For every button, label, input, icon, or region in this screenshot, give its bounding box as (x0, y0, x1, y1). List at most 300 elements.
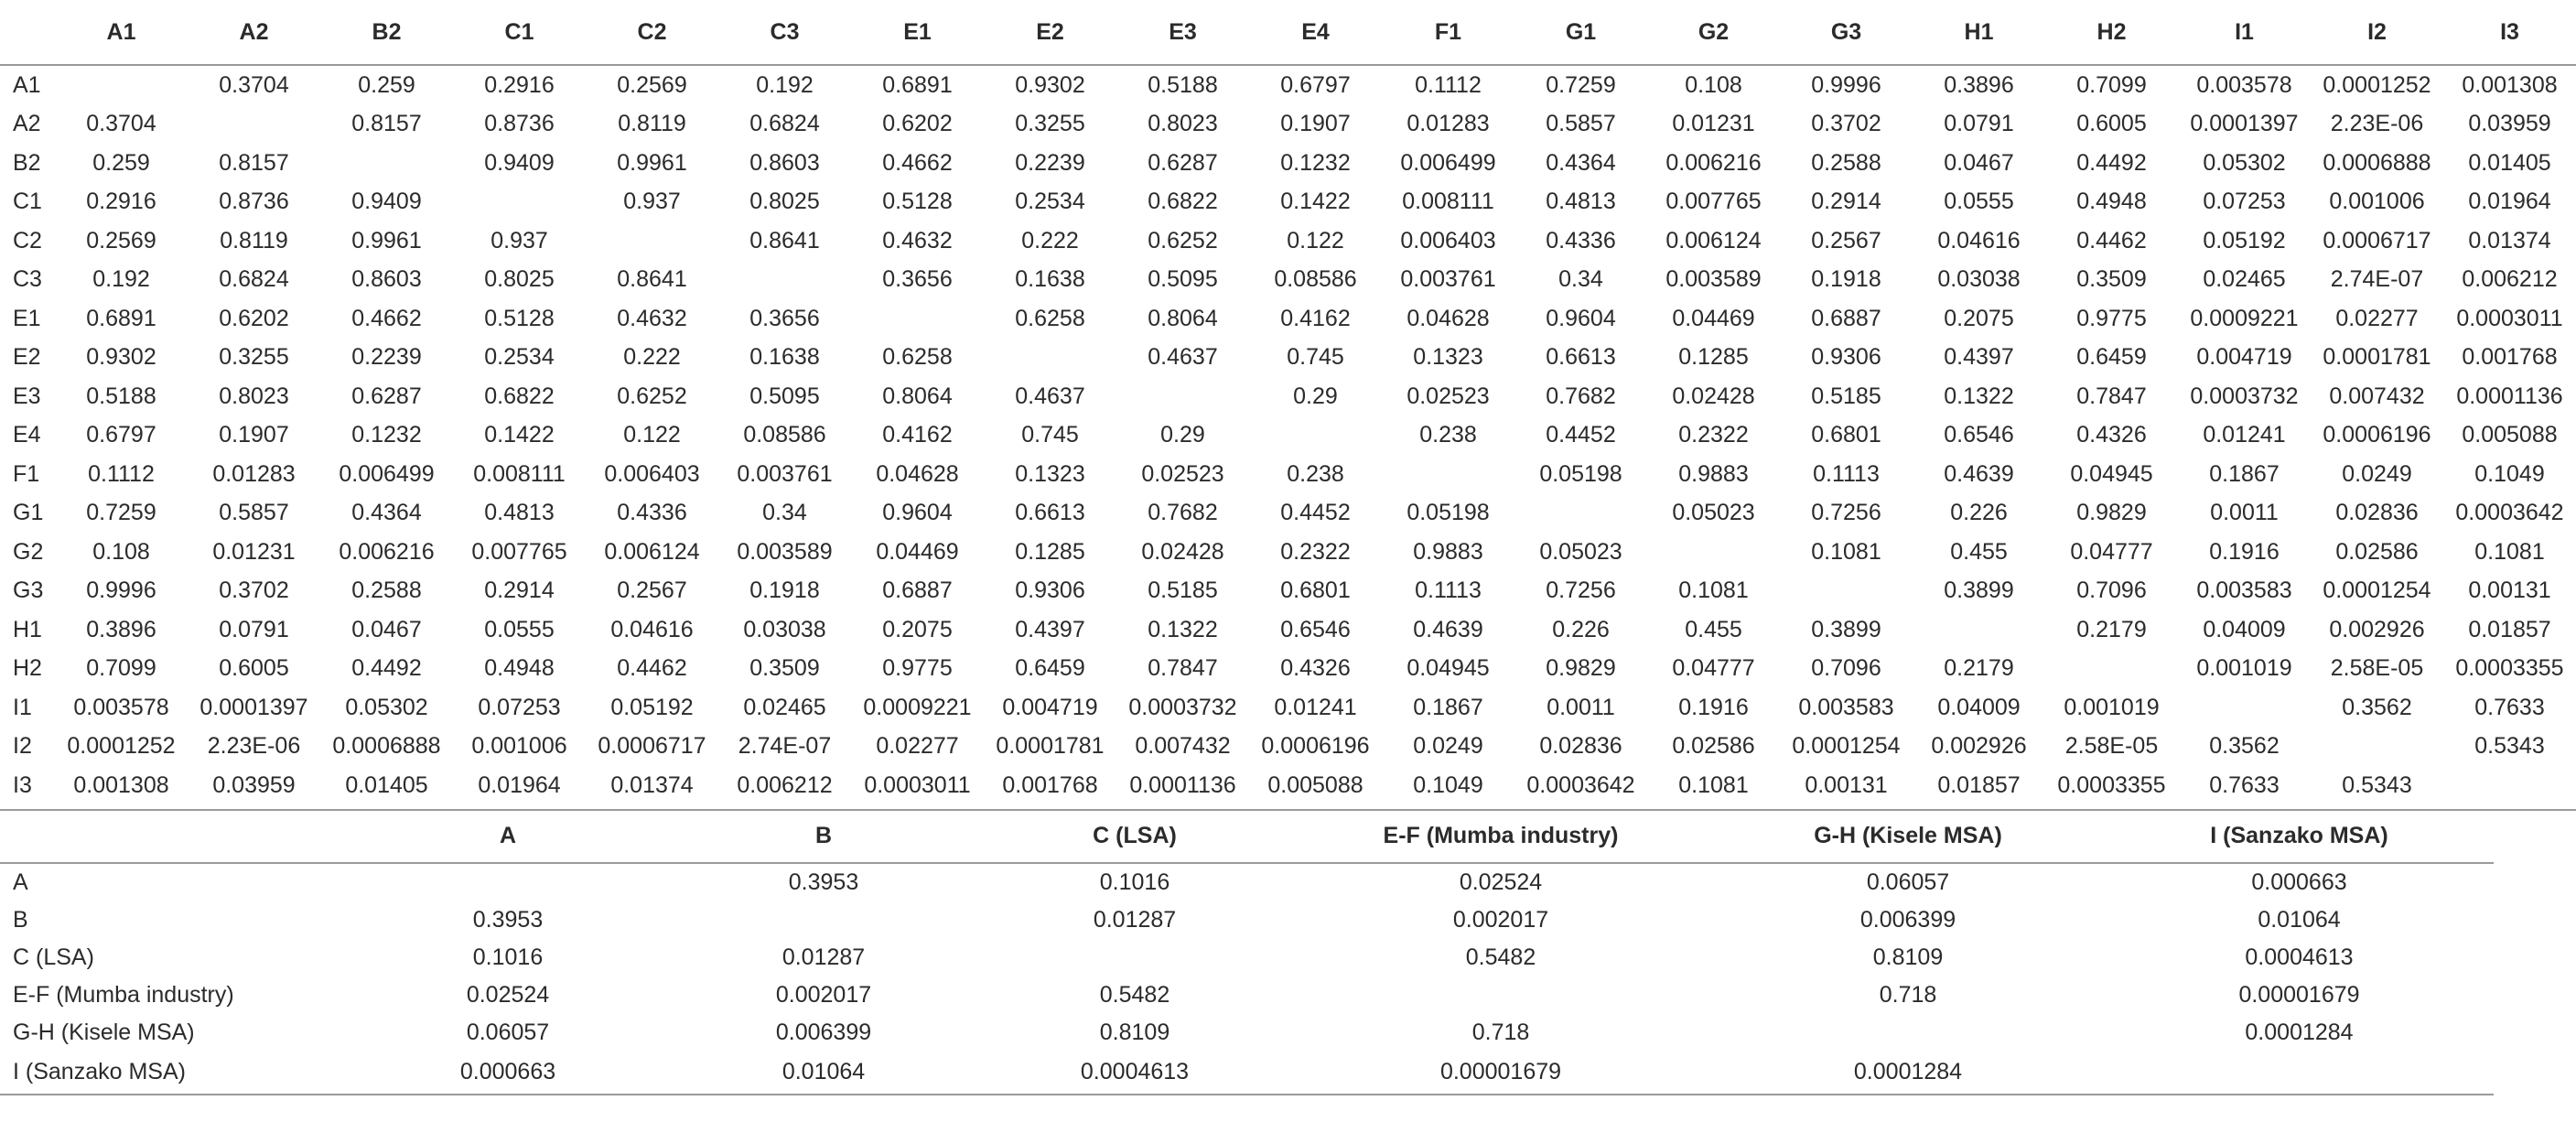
table-cell (1647, 533, 1780, 572)
table-cell: 0.2916 (484, 71, 555, 98)
table-cell: 0.6258 (882, 344, 953, 371)
row-header-cell: G3 (13, 577, 44, 604)
table-cell: 0.6287 (351, 383, 422, 409)
table-cell: 0.3562 (2342, 694, 2412, 720)
table-cell: 0.0004613 (979, 1052, 1290, 1095)
table-cell: 0.0003011 (851, 766, 984, 810)
table-cell: 0.2075 (882, 616, 953, 642)
row-header-cell: H1 (13, 616, 42, 642)
row-header-cell: I1 (13, 694, 32, 720)
table-cell: 0.0003642 (1514, 766, 1647, 810)
table-cell: 0.2567 (1811, 227, 1881, 254)
table-cell: 0.001019 (2064, 694, 2160, 720)
table-cell: 0.003761 (737, 460, 833, 487)
table-cell: 0.6005 (2076, 111, 2147, 137)
table-cell: 0.8064 (1148, 305, 1218, 331)
table-cell: 0.04469 (876, 538, 959, 565)
table-cell: 0.4948 (484, 655, 555, 682)
table-cell: 0.3509 (749, 655, 820, 682)
table-cell: 0.01405 (320, 766, 453, 810)
row-header-cell: C (LSA) (13, 944, 94, 970)
table-cell: 0.01964 (2468, 189, 2551, 215)
table-cell: 0.4639 (1944, 460, 2014, 487)
table-cell: 0.1016 (1099, 868, 1170, 895)
table-cell: 0.01374 (2468, 227, 2551, 254)
table-cell: 0.006212 (2462, 266, 2558, 293)
table-cell: 0.4364 (1546, 149, 1616, 176)
table-cell: 0.4462 (2076, 227, 2147, 254)
table-cell: 0.5188 (1148, 71, 1218, 98)
table-cell: 0.0009221 (2190, 305, 2299, 331)
table-cell (668, 901, 979, 939)
table-cell: 0.05198 (1539, 460, 1622, 487)
table-cell: 0.6252 (617, 383, 687, 409)
table-cell: 0.2569 (86, 227, 156, 254)
table-cell: 0.05192 (2203, 227, 2286, 254)
table-cell: 0.8603 (351, 266, 422, 293)
table-cell (453, 183, 586, 222)
table-cell (188, 105, 320, 145)
table-cell: 0.192 (92, 266, 150, 293)
table-cell: 0.259 (358, 71, 415, 98)
table-cell (718, 261, 851, 300)
table-cell: 0.002926 (1931, 733, 2027, 760)
table-cell: 0.1916 (2209, 538, 2280, 565)
table-cell: 0.8109 (1099, 1019, 1170, 1045)
row-header-cell: E-F (Mumba industry) (13, 981, 234, 1008)
table-cell: 0.001006 (2329, 189, 2425, 215)
table-cell: 0.02277 (876, 733, 959, 760)
table-cell: 0.5482 (1465, 944, 1536, 970)
table-cell: 0.7847 (2076, 383, 2147, 409)
table-cell (2311, 728, 2443, 767)
row-header-cell: C3 (13, 266, 42, 293)
table-cell: 0.04945 (1407, 655, 1490, 682)
table-row (0, 863, 2494, 901)
table-cell: 0.8023 (1148, 111, 1218, 137)
table-cell: 0.2567 (617, 577, 687, 604)
table-cell: 0.9604 (1546, 305, 1616, 331)
table-cell: 0.108 (1685, 71, 1742, 98)
table-row (0, 688, 2576, 728)
table-cell: 0.745 (1021, 422, 1079, 448)
table-cell: 0.03038 (1937, 266, 2021, 293)
row-header-cell: G-H (Kisele MSA) (13, 1019, 195, 1045)
table-cell: 0.0249 (2342, 460, 2412, 487)
table-cell: 0.04628 (876, 460, 959, 487)
table-cell: 0.1285 (1678, 344, 1749, 371)
table-cell: 0.2322 (1280, 538, 1351, 565)
table-cell: 0.222 (623, 344, 681, 371)
table-cell: 0.1907 (1280, 111, 1351, 137)
table-cell: 0.04009 (1937, 694, 2021, 720)
table-cell: 0.04628 (1407, 305, 1490, 331)
table-cell: 0.6459 (2076, 344, 2147, 371)
table-cell: 0.1081 (1647, 766, 1780, 810)
table-cell: 0.1322 (1944, 383, 2014, 409)
table-cell: 0.02586 (1672, 733, 1755, 760)
table-cell: 0.5095 (1148, 266, 1218, 293)
table-cell: 0.34 (762, 500, 807, 526)
table-cell: 0.004719 (1002, 694, 1098, 720)
table-cell: 0.006403 (604, 460, 700, 487)
table-cell: 0.1867 (2209, 460, 2280, 487)
table-cell: 0.8025 (484, 266, 555, 293)
row-header-cell: B2 (13, 149, 41, 176)
table-cell: 0.06057 (466, 1019, 550, 1045)
table-cell: 0.02277 (2335, 305, 2419, 331)
table-cell: 0.6824 (219, 266, 289, 293)
table-cell: 0.1113 (1415, 577, 1482, 604)
table-cell: 0.4336 (617, 500, 687, 526)
table-cell: 0.03959 (2468, 111, 2551, 137)
pairwise-table-groups (0, 811, 2494, 1095)
table-cell: 0.08586 (743, 422, 826, 448)
table-cell (1514, 494, 1647, 534)
table-cell: 0.6202 (882, 111, 953, 137)
table-cell: 0.01287 (781, 944, 866, 970)
column-header: I3 (2443, 0, 2576, 65)
table-cell: 0.1049 (2474, 460, 2545, 487)
table-row (0, 455, 2576, 494)
table-cell: 0.04009 (2203, 616, 2286, 642)
row-header-cell: G2 (13, 538, 44, 565)
table-cell: 0.02836 (2335, 500, 2419, 526)
table-cell: 0.01283 (1407, 111, 1490, 137)
table-cell (979, 939, 1290, 976)
table-cell: 0.6797 (86, 422, 156, 448)
table-cell: 0.34 (1558, 266, 1603, 293)
table-cell: 0.3704 (219, 71, 289, 98)
table-cell: 0.006124 (1665, 227, 1762, 254)
table-cell: 0.0001284 (1711, 1052, 2105, 1095)
table-cell: 0.6613 (1546, 344, 1616, 371)
table-cell: 0.05023 (1672, 500, 1755, 526)
table-cell: 0.8641 (749, 227, 820, 254)
table-cell: 0.006499 (1400, 149, 1496, 176)
table-cell: 0.6801 (1811, 422, 1881, 448)
table-cell: 0.7633 (2474, 694, 2545, 720)
table-cell: 0.0001397 (2190, 111, 2299, 137)
table-cell: 0.8736 (219, 189, 289, 215)
table-cell: 0.1867 (1413, 694, 1483, 720)
table-cell: 0.6887 (882, 577, 953, 604)
table-row (0, 299, 2576, 339)
table-cell: 0.6005 (219, 655, 289, 682)
table-cell: 0.006216 (1665, 149, 1762, 176)
table-cell (1249, 416, 1382, 456)
table-cell: 0.01857 (1913, 766, 2045, 810)
table-cell: 0.8736 (484, 111, 555, 137)
table-cell: 0.3896 (1944, 71, 2014, 98)
column-header: G1 (1514, 0, 1647, 65)
table-cell: 0.3896 (86, 616, 156, 642)
table-row (0, 650, 2576, 689)
table-cell: 0.2322 (1678, 422, 1749, 448)
table-cell: 0.06057 (1866, 868, 1950, 895)
table-cell: 0.9409 (351, 189, 422, 215)
table-cell: 0.455 (1950, 538, 2008, 565)
table-cell (1913, 610, 2045, 650)
table-row (0, 976, 2494, 1014)
table-cell: 0.0006196 (1261, 733, 1370, 760)
table-cell: 0.4162 (882, 422, 953, 448)
table-cell (2443, 766, 2576, 810)
table-cell: 0.006399 (775, 1019, 872, 1045)
table-cell: 0.0467 (1944, 149, 2014, 176)
table-cell: 0.003761 (1400, 266, 1496, 293)
table-cell: 0.003583 (1798, 694, 1894, 720)
table-cell: 0.01283 (212, 460, 296, 487)
table-cell: 0.6891 (882, 71, 953, 98)
table-cell: 0.6202 (219, 305, 289, 331)
column-header: H2 (2045, 0, 2178, 65)
table-cell: 0.0004613 (2245, 944, 2354, 970)
table-cell: 0.9829 (2076, 500, 2147, 526)
table-cell: 0.7099 (86, 655, 156, 682)
row-header-cell: A1 (13, 71, 41, 98)
table-cell: 0.003589 (737, 538, 833, 565)
table-cell: 0.5482 (1099, 981, 1170, 1008)
column-header: A1 (55, 0, 188, 65)
table-cell: 0.005088 (1249, 766, 1382, 810)
table-cell: 0.1916 (1678, 694, 1749, 720)
row-header-cell: A2 (13, 111, 41, 137)
table-cell: 0.4397 (1015, 616, 1085, 642)
table-cell: 0.01287 (1093, 906, 1177, 933)
table-cell: 0.9775 (882, 655, 953, 682)
row-header-cell: H2 (13, 655, 42, 682)
table-cell: 0.1232 (351, 422, 422, 448)
table-cell: 0.007765 (471, 538, 567, 565)
table-cell: 0.006403 (1400, 227, 1496, 254)
table-cell: 0.8025 (749, 189, 820, 215)
table-cell: 0.0001136 (2456, 383, 2563, 409)
table-cell: 0.005088 (2462, 422, 2558, 448)
table-row (0, 728, 2576, 767)
table-cell: 0.222 (1021, 227, 1079, 254)
table-cell: 0.5857 (1546, 111, 1616, 137)
column-header: A (348, 811, 668, 863)
table-cell: 0.6887 (1811, 305, 1881, 331)
row-header-cell: B (13, 906, 28, 933)
table-cell: 0.001768 (2462, 344, 2558, 371)
row-header-cell: E4 (13, 422, 41, 448)
table-cell: 0.02428 (1141, 538, 1224, 565)
table-cell: 0.2588 (351, 577, 422, 604)
table-cell: 0.00001679 (2238, 981, 2360, 1008)
column-header: I2 (2311, 0, 2443, 65)
table-cell: 0.0003011 (2456, 305, 2563, 331)
table-cell: 0.4637 (1148, 344, 1218, 371)
table-cell: 0.9302 (1015, 71, 1085, 98)
table-cell: 0.0001254 (2323, 577, 2431, 604)
row-header-cell: C1 (13, 189, 42, 215)
table-cell: 0.02465 (743, 694, 826, 720)
table-cell: 0.4632 (617, 305, 687, 331)
table-cell: 0.745 (1287, 344, 1344, 371)
table-cell: 0.04616 (1937, 227, 2021, 254)
table-cell: 0.04777 (1672, 655, 1755, 682)
table-cell: 0.7096 (2076, 577, 2147, 604)
table-cell: 0.6546 (1280, 616, 1351, 642)
table-cell: 0.0003642 (2455, 500, 2564, 526)
table-cell: 0.00001679 (1290, 1052, 1711, 1095)
table-cell: 0.006212 (718, 766, 851, 810)
table-cell: 0.4948 (2076, 189, 2147, 215)
table-cell: 0.4639 (1413, 616, 1483, 642)
table-cell: 0.0001397 (199, 694, 308, 720)
row-header-cell: E1 (13, 305, 41, 331)
table-cell: 0.1112 (88, 460, 155, 487)
table-cell: 0.9961 (351, 227, 422, 254)
row-header-cell: I2 (13, 733, 32, 760)
table-cell: 0.937 (490, 227, 548, 254)
table-cell: 0.5128 (484, 305, 555, 331)
table-cell: 0.0009221 (863, 694, 972, 720)
table-cell: 0.6801 (1280, 577, 1351, 604)
table-cell: 0.006499 (339, 460, 435, 487)
table-cell (1711, 1014, 2105, 1052)
column-header: F1 (1382, 0, 1514, 65)
table-cell: 0.4492 (2076, 149, 2147, 176)
table-cell: 0.0011 (1547, 694, 1615, 720)
row-header-cell: F1 (13, 460, 40, 487)
table-cell: 0.3255 (1015, 111, 1085, 137)
table-cell: 0.3656 (749, 305, 820, 331)
table-cell: 0.4364 (351, 500, 422, 526)
table-cell: 0.4462 (617, 655, 687, 682)
table-cell: 0.7099 (2076, 71, 2147, 98)
table-cell: 0.07253 (2203, 189, 2286, 215)
table-cell: 0.0006717 (2323, 227, 2431, 254)
table-cell: 0.0006196 (2323, 422, 2431, 448)
table-cell (984, 339, 1116, 378)
table-cell: 0.3656 (882, 266, 953, 293)
table-header-row (0, 811, 2494, 863)
table-cell: 0.2179 (1944, 655, 2014, 682)
table-cell: 0.006399 (1859, 906, 1956, 933)
table-cell: 0.4336 (1546, 227, 1616, 254)
column-header: C1 (453, 0, 586, 65)
table-row (0, 65, 2576, 105)
table-cell: 0.01241 (2203, 422, 2286, 448)
table-cell: 0.238 (1287, 460, 1344, 487)
table-cell: 0.04469 (1672, 305, 1755, 331)
table-cell: 0.0001781 (996, 733, 1105, 760)
table-cell: 0.0249 (1413, 733, 1483, 760)
table-cell: 0.1422 (484, 422, 555, 448)
table-cell: 0.05192 (610, 694, 694, 720)
corner-header-cell (0, 0, 55, 65)
table-cell: 0.0555 (1944, 189, 2014, 215)
column-header: B2 (320, 0, 453, 65)
table-cell: 0.001006 (471, 733, 567, 760)
table-cell: 0.7256 (1546, 577, 1616, 604)
table-cell: 0.3953 (472, 906, 544, 933)
table-cell: 0.1081 (2474, 538, 2545, 565)
table-cell: 0.007432 (2329, 383, 2425, 409)
table-cell: 0.122 (1287, 227, 1344, 254)
table-row (0, 339, 2576, 378)
table-cell: 0.122 (623, 422, 681, 448)
table-cell: 0.7847 (1148, 655, 1218, 682)
table-cell: 0.7259 (1546, 71, 1616, 98)
table-cell: 0.5185 (1811, 383, 1881, 409)
table-row (0, 533, 2576, 572)
table-cell: 0.0003355 (2455, 655, 2564, 682)
table-cell: 0.4813 (484, 500, 555, 526)
table-cell: 0.01374 (586, 766, 718, 810)
table-cell: 0.04777 (2070, 538, 2153, 565)
table-cell: 0.4452 (1280, 500, 1351, 526)
table-cell: 0.455 (1685, 616, 1742, 642)
table-cell: 0.4662 (351, 305, 422, 331)
table-cell: 0.03038 (743, 616, 826, 642)
table-cell: 0.6252 (1148, 227, 1218, 254)
table-cell: 0.006216 (339, 538, 435, 565)
table-cell: 0.05302 (345, 694, 428, 720)
table-cell (320, 144, 453, 183)
table-cell: 0.0001254 (1792, 733, 1901, 760)
table-cell (2045, 650, 2178, 689)
table-cell: 0.006124 (604, 538, 700, 565)
row-header-cell: I3 (0, 766, 55, 810)
table-cell: 0.9829 (1546, 655, 1616, 682)
table-cell: 0.1049 (1382, 766, 1514, 810)
table-cell: 0.3899 (1811, 616, 1881, 642)
table-row (0, 901, 2494, 939)
table-cell: 0.6459 (1015, 655, 1085, 682)
column-header: I (Sanzako MSA) (2105, 811, 2494, 863)
table-cell: 0.5343 (2311, 766, 2443, 810)
table-cell: 0.4637 (1015, 383, 1085, 409)
table-cell: 2.58E-05 (2330, 655, 2424, 682)
table-cell: 0.0006888 (332, 733, 441, 760)
table-cell: 0.0791 (219, 616, 289, 642)
row-header-cell: G1 (13, 500, 44, 526)
table-cell: 0.02524 (466, 981, 550, 1008)
table-cell (1780, 572, 1913, 611)
table-cell: 0.2534 (1015, 189, 1085, 215)
table-cell (55, 65, 188, 105)
table-cell: 0.9306 (1015, 577, 1085, 604)
table-row (0, 939, 2494, 976)
table-cell: 2.23E-06 (2330, 111, 2424, 137)
table-cell: 0.8603 (749, 149, 820, 176)
table-cell: 0.01405 (2468, 149, 2551, 176)
table-cell: 0.01064 (668, 1052, 979, 1095)
table-cell: 0.0001136 (1116, 766, 1249, 810)
table-cell (2178, 688, 2311, 728)
table-cell: 0.1422 (1280, 189, 1351, 215)
table-cell: 0.3704 (86, 111, 156, 137)
table-cell: 0.8157 (219, 149, 289, 176)
table-cell: 0.2914 (1811, 189, 1881, 215)
table-cell: 0.0011 (2210, 500, 2279, 526)
table-cell: 0.04616 (610, 616, 694, 642)
table-cell: 0.2914 (484, 577, 555, 604)
table-cell: 0.001308 (55, 766, 188, 810)
table-cell: 0.3702 (1811, 111, 1881, 137)
table-cell: 0.000663 (348, 1052, 668, 1095)
table-cell: 0.8641 (617, 266, 687, 293)
table-cell: 0.0791 (1944, 111, 2014, 137)
table-cell: 0.01231 (1672, 111, 1755, 137)
table-cell: 0.02523 (1141, 460, 1224, 487)
table-cell: 0.05023 (1539, 538, 1622, 565)
table-cell: 0.07253 (478, 694, 561, 720)
